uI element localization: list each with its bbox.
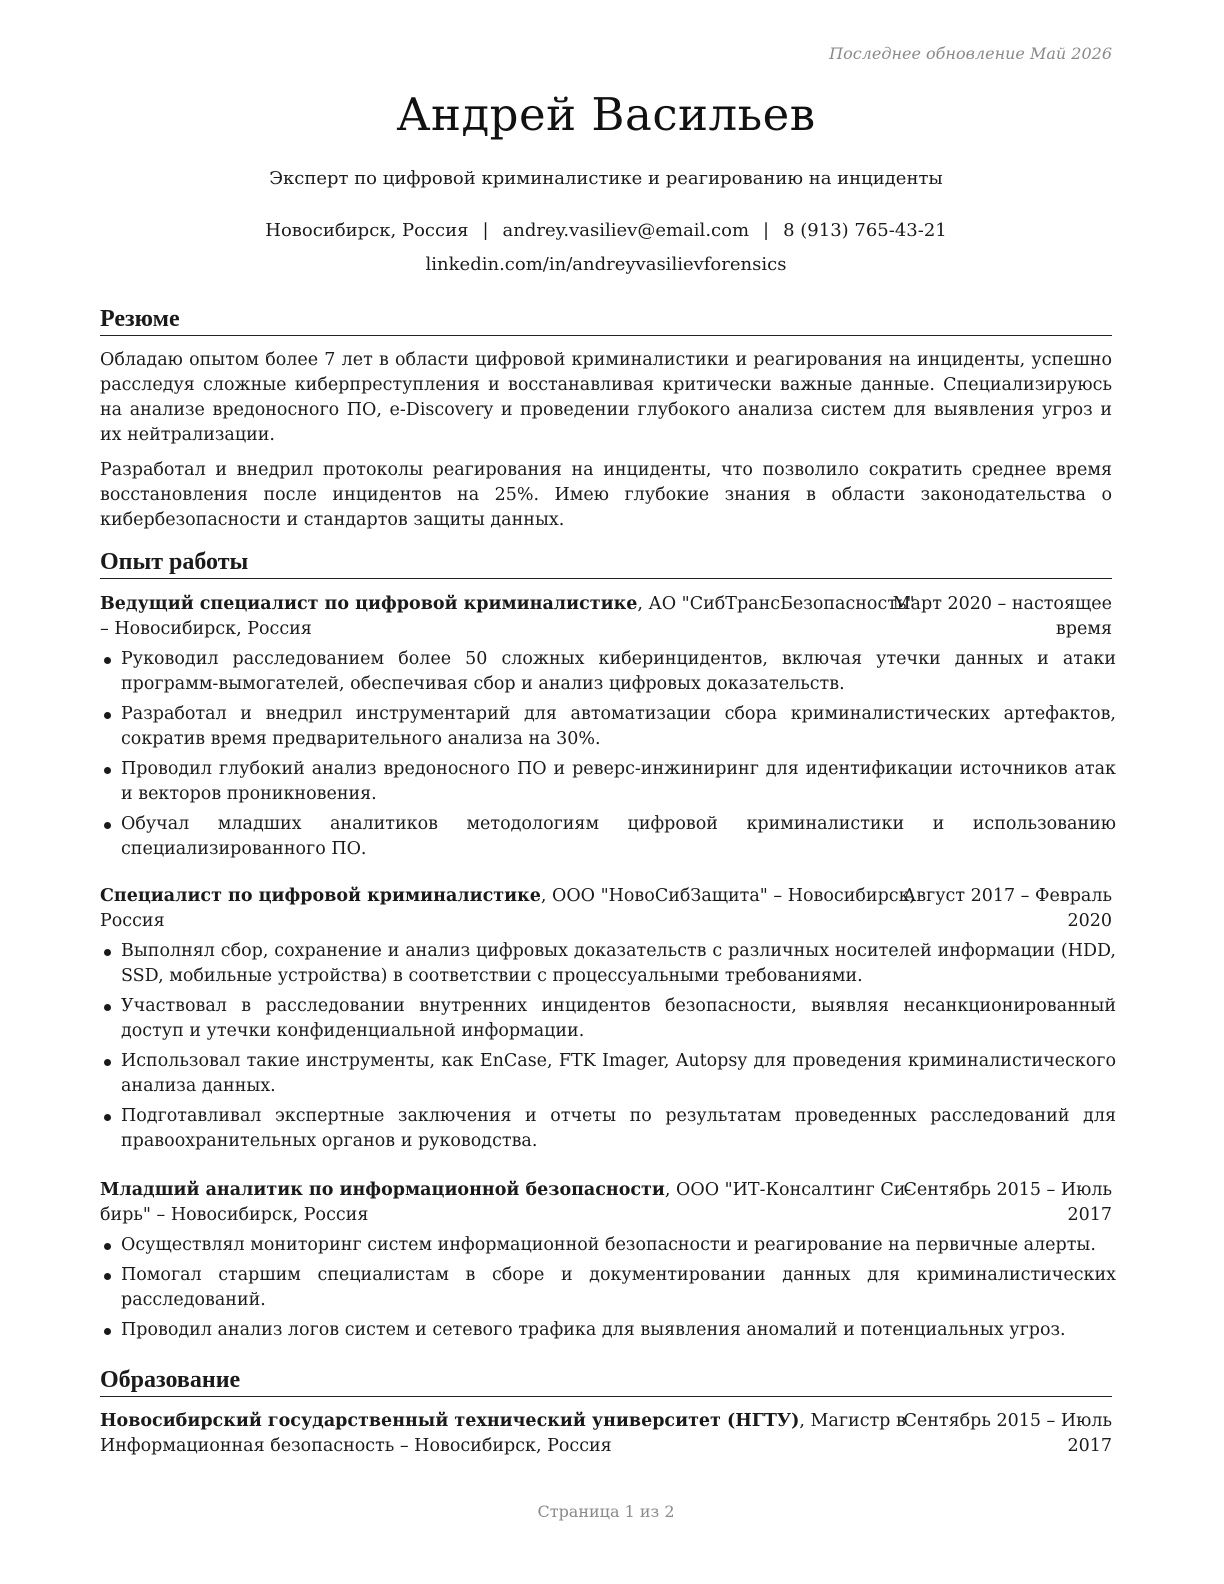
list-item: Руководил расследованием более 50 сложных киберинцидентов, включая утечки данных и атаки программ-вымогателей, обеспечивая сбор и анализ цифровых доказательств. bbox=[100, 647, 1116, 697]
phone: 8 (913) 765-43-21 bbox=[783, 220, 947, 241]
degree: , Магистр в bbox=[799, 1411, 906, 1431]
education-date: Сентябрь 2015 – Июль bbox=[903, 1411, 1112, 1431]
job-date: Март 2020 – настоящее bbox=[892, 594, 1112, 614]
job-date: Сентябрь 2015 – Июль bbox=[903, 1180, 1112, 1200]
list-item: Обучал младших аналитиков методологиям цифровой криминалистики и использованию специализированного ПО. bbox=[100, 812, 1116, 862]
list-item: Осуществлял мониторинг систем информационной безопасности и реагирование на первичные алерты. bbox=[100, 1233, 1116, 1258]
location: Новосибирск, Россия bbox=[265, 220, 469, 241]
job-company: , ООО "ИТ-Консалтинг Си- bbox=[664, 1180, 912, 1200]
email-link[interactable]: andrey.vasiliev@email.com bbox=[502, 220, 750, 241]
summary-paragraph: Разработал и внедрил протоколы реагирования на инциденты, что позволило сократить среднее время восстановления после инцидентов на 25%. Имею глубокие знания в области законодательства о кибербезопасности и стандартов защиты данных. bbox=[100, 460, 1112, 530]
summary-paragraph: Обладаю опытом более 7 лет в области цифровой криминалистики и реагирования на инциденты, успешно расследуя сложные киберпреступления и восстанавливая критически важные данные. Специализируюсь на анализе вредоносного ПО, e-Discovery и проведении глубокого анализа систем для выявления угроз и их нейтрализации. bbox=[100, 350, 1112, 445]
separator: | bbox=[482, 220, 489, 241]
list-item: Разработал и внедрил инструментарий для автоматизации сбора криминалистических артефактов, сократив время предварительного анализа на 30%. bbox=[100, 702, 1116, 752]
page-number: Страница 1 из 2 bbox=[537, 1502, 675, 1521]
job-company: , ООО "НовоСибЗащита" – Новосибирск, bbox=[540, 886, 916, 906]
resume-page bbox=[100, 0, 1116, 1584]
contact-line bbox=[100, 220, 1112, 241]
section-title-experience: Опыт работы bbox=[100, 548, 1112, 579]
education-field: Информационная безопасность – Новосибирск, Россия bbox=[100, 1436, 612, 1456]
job-date: время bbox=[1055, 619, 1112, 639]
job-date: 2020 bbox=[1067, 911, 1112, 931]
list-item: Проводил анализ логов систем и сетевого трафика для выявления аномалий и потенциальных угроз. bbox=[100, 1318, 1116, 1343]
linkedin-link[interactable]: linkedin.com/in/andreyvasilievforensics bbox=[425, 254, 787, 275]
list-item: Выполнял сбор, сохранение и анализ цифровых доказательств с различных носителей информации (HDD, SSD, мобильные устройства) в соответствии с процессуальными требованиями. bbox=[100, 939, 1116, 989]
job-bullets bbox=[100, 647, 1116, 867]
candidate-name: Андрей Васильев bbox=[396, 88, 816, 141]
education-date: 2017 bbox=[1067, 1436, 1112, 1456]
section-title-summary: Резюме bbox=[100, 305, 1112, 336]
list-item: Подготавливал экспертные заключения и отчеты по результатам проведенных расследований для правоохранительных органов и руководства. bbox=[100, 1104, 1116, 1154]
list-item: Помогал старшим специалистам в сборе и документировании данных для криминалистических расследований. bbox=[100, 1263, 1116, 1313]
job-location: Россия bbox=[100, 911, 165, 931]
section-title-education: Образование bbox=[100, 1366, 1112, 1397]
separator: | bbox=[763, 220, 770, 241]
list-item: Проводил глубокий анализ вредоносного ПО и реверс-инжиниринг для идентификации источников атак и векторов проникновения. bbox=[100, 757, 1116, 807]
job-location: – Новосибирск, Россия bbox=[100, 619, 312, 639]
job-company: , АО "СибТрансБезопасность" bbox=[637, 594, 915, 614]
job-bullets bbox=[100, 939, 1116, 1159]
job-role: Ведущий специалист по цифровой криминалистике bbox=[100, 594, 638, 614]
job-role: Младший аналитик по информационной безопасности bbox=[100, 1180, 665, 1200]
school-name: Новосибирский государственный технический университет (НГТУ) bbox=[100, 1411, 800, 1431]
list-item: Использовал такие инструменты, как EnCase, FTK Imager, Autopsy для проведения криминалистического анализа данных. bbox=[100, 1049, 1116, 1099]
candidate-title: Эксперт по цифровой криминалистике и реагированию на инциденты bbox=[269, 168, 943, 189]
job-location: бирь" – Новосибирск, Россия bbox=[100, 1205, 369, 1225]
job-bullets bbox=[100, 1233, 1116, 1348]
list-item: Участвовал в расследовании внутренних инцидентов безопасности, выявляя несанкционированный доступ и утечки конфиденциальной информации. bbox=[100, 994, 1116, 1044]
job-date: 2017 bbox=[1067, 1205, 1112, 1225]
job-date: Август 2017 – Февраль bbox=[902, 886, 1112, 906]
last-updated: Последнее обновление Май 2026 bbox=[829, 44, 1112, 63]
job-role: Специалист по цифровой криминалистике bbox=[100, 886, 541, 906]
